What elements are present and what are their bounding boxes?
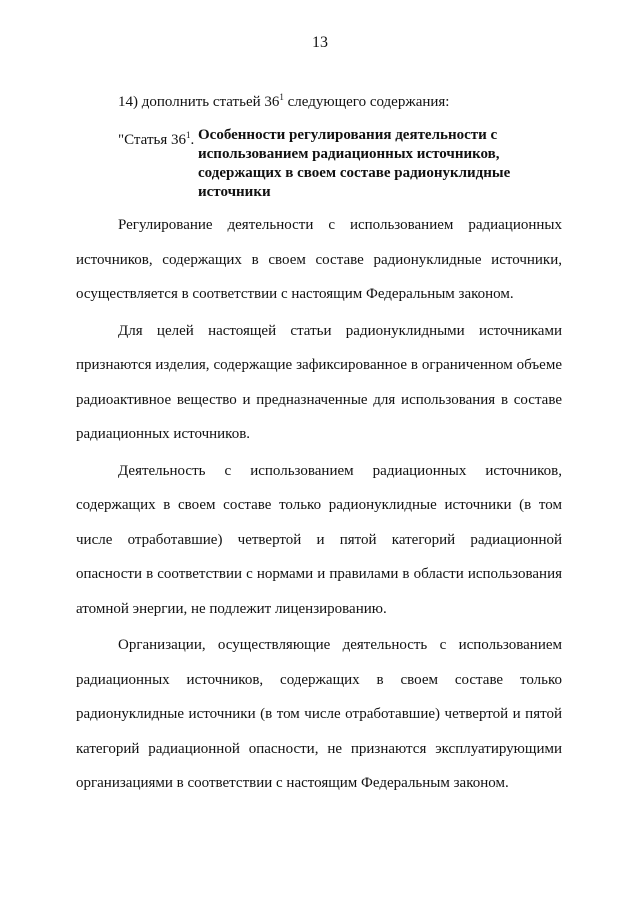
- article-label-suffix: .: [190, 132, 195, 148]
- amendment-item-superscript: 1: [279, 92, 284, 102]
- amendment-item-prefix: 14) дополнить статьей 36: [118, 94, 280, 110]
- article-label-prefix: "Статья 36: [118, 132, 186, 148]
- article-title: Особенности регулирования деятельности с использованием радиационных источников, содержащих в своем составе радионуклидные источники: [198, 127, 511, 200]
- amendment-item-suffix: следующего содержания:: [283, 94, 450, 110]
- page-number: 13: [312, 34, 328, 51]
- paragraph: Деятельность с использованием радиационных источников, содержащих в своем составе только радионуклидные источники (в том числе отработавшие) четвертой и пятой категорий радиационной опасности в соответствии с нормами и правилами в области использования атомной энергии, не подлежит лицензированию.: [76, 462, 562, 617]
- article-label-superscript: 1: [185, 130, 191, 140]
- amendment-item: [118, 92, 449, 111]
- paragraph: Регулирование деятельности с использованием радиационных источников, содержащих в своем составе радионуклидные источники, осуществляется в соответствии с настоящим Федеральным законом.: [76, 217, 562, 302]
- paragraph: Для целей настоящей статьи радионуклидными источниками признаются изделия, содержащие зафиксированное в ограниченном объеме радиоактивное вещество и предназначенные для использования в составе радиационных источников.: [76, 322, 562, 442]
- article-label: [118, 126, 194, 150]
- paragraph: Организации, осуществляющие деятельность с использованием радиационных источников, содержащих в своем составе только радионуклидные источники (в том числе отработавшие) четвертой и пятой категорий радиационной опасности, не признаются эксплуатирующими организациями в соответствии с настоящим Федеральным законом.: [76, 637, 562, 791]
- article-body: [76, 208, 562, 803]
